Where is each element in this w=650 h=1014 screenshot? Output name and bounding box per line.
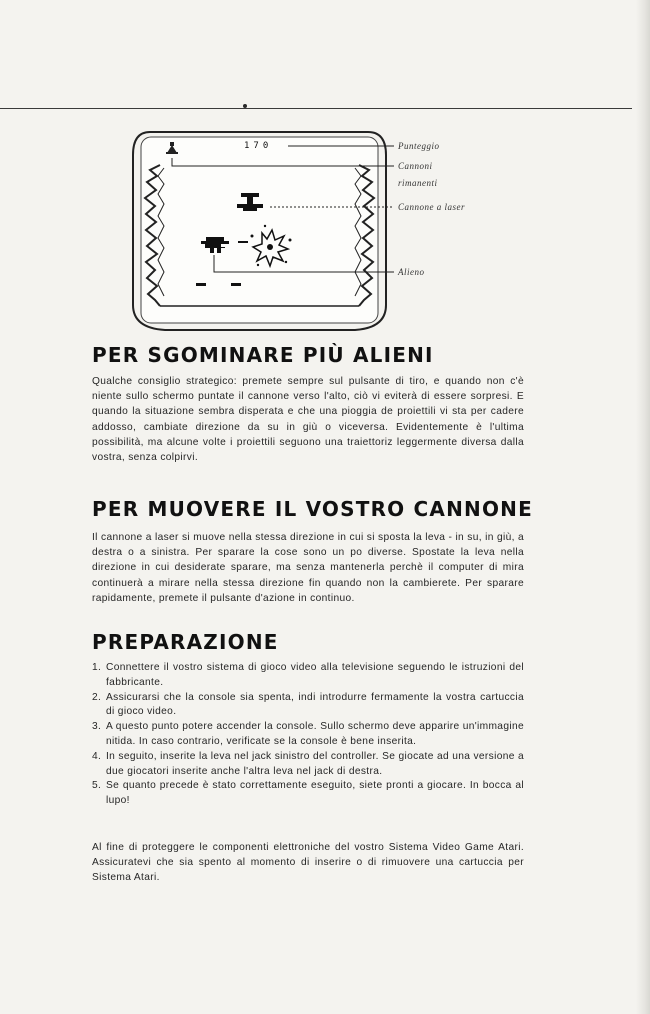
list-item [92,691,524,721]
step-number: 1. [92,662,102,673]
list-item [92,720,524,750]
callout-laser-cannon: Cannone a laser [398,202,465,212]
callout-score: Punteggio [398,141,440,151]
game-screen-diagram [0,0,650,340]
list-item [92,779,524,809]
projectile-left [196,283,206,286]
callout-alien: Alieno [398,267,425,277]
callout-cannons-remaining: rimanenti [398,178,438,188]
step-number: 2. [92,691,102,703]
step-number: 5. [92,780,102,792]
step-text: Assicurarsi che la console sia spenta, indi introdurre fermamente la vostra cartuccia di gioco video. [106,691,524,718]
paragraph-strategy-tips: Qualche consiglio strategico: premete sempre sul pulsante di tiro, e quando non c'è niente sullo schermo puntate il cannone verso l'alto, ciò vi eviterà di essere sorpresi. E quando la situazione sembra disperata e che una pioggia de proiettili vi sta per cadere addosso, cambiate direzione da su in giù o viceversa. Evidentemente è l'ultima possibilità, ma alcune volte i proiettili seguono una traiettoriz leggermente diversa dalla vostra, senza colpirvi. [92,376,524,464]
projectile-right [231,283,241,286]
heading-muovere-cannone: PER MUOVERE IL VOSTRO CANNONE [92,497,533,521]
heading-sgominare-alieni: PER SGOMINARE PIÙ ALIENI [92,343,434,367]
step-text: Connettere il vostro sistema di gioco video alla televisione seguendo le istruzioni del fabbricante. [106,662,524,688]
paragraph-closing-note: Al fine di proteggere le componenti elettroniche del vostro Sistema Video Game Atari. Assicuratevi che sia spento al momento di inserire o di rimuovere una cartuccia per Sistema Atari. [92,842,524,884]
callout-cannons: Cannoni [398,161,433,171]
step-number: 4. [92,750,102,762]
step-text: A questo punto potere accender la console. Sullo schermo deve apparire un'immagine nitida. In caso contrario, verificate se la console è bene inserita. [106,721,524,747]
preparation-steps-list [92,661,524,809]
step-text: In seguito, inserite la leva nel jack sinistro del controller. Se giocate ad una versione a due giocatori inserite anche l'altra leva nel jack di destra. [106,750,524,777]
heading-preparazione: PREPARAZIONE [92,630,279,654]
step-number: 3. [92,721,102,733]
tv-inner-screen [141,137,378,323]
score-readout: 170 [244,141,273,151]
step-text: Se quanto precede è stato correttamente eseguito, siete pronti a giocare. In bocca al lupo! [106,780,524,807]
tv-screen-illustration [0,0,650,340]
paragraph-move-cannon: Il cannone a laser si muove nella stessa direzione in cui si sposta la leva - in su, in giù, a destra o a sinistra. Per sparare la cose sono un po diverse. Spostate la leva nella direzione in cui desiderate sparare, ma senza mantenerla perchè il computer di mira continuerà a mirare nella stessa direzione fin quando non la cambierete. Per sparare rapidamente, premete il pulsante d'azione in continuo. [92,532,524,604]
list-item [92,661,524,691]
list-item [92,750,524,780]
